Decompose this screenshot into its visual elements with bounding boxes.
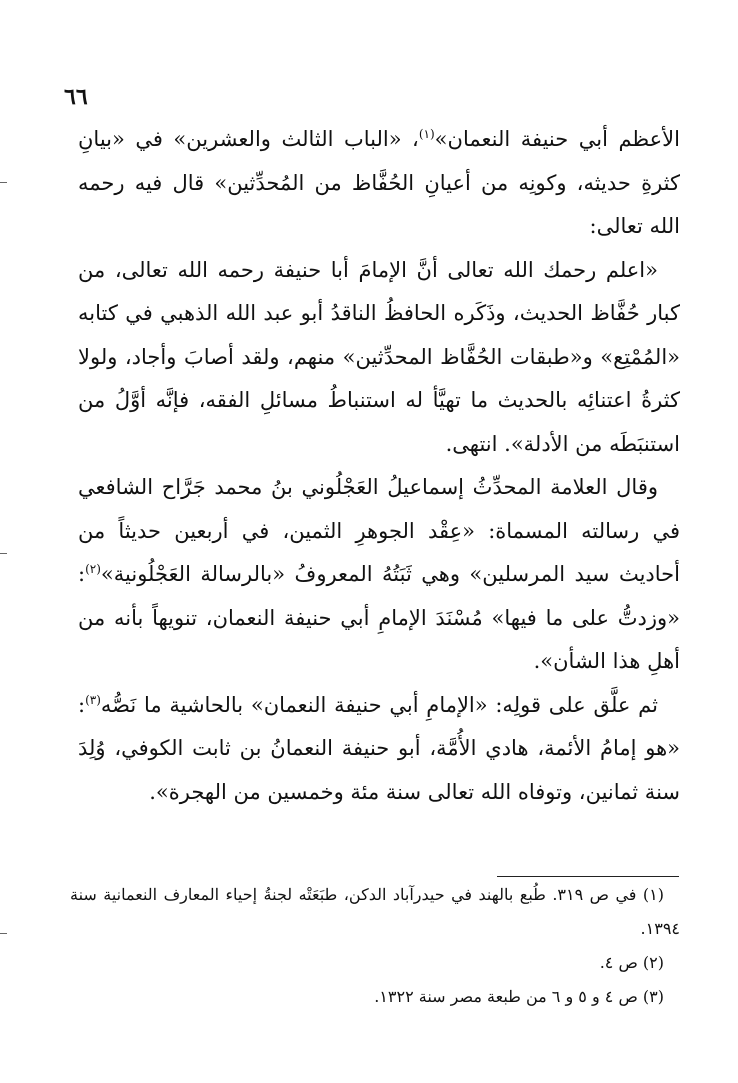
footnote-3: (٣) ص ٤ و ٥ و ٦ من طبعة مصر سنة ١٣٢٢. (374, 987, 664, 1006)
margin-mark (0, 553, 7, 554)
footnote-ref-2: (٢) (85, 562, 101, 576)
footnote-ref-1: (١) (418, 127, 435, 141)
page-number: ٦٦ (64, 84, 88, 110)
paragraph-1-text-a: الأعظم أبي حنيفة النعمان» (434, 127, 680, 151)
paragraph-1-text-b: ، «الباب الثالث والعشرين» في «بيانِ كثرةِ حديثه، وكونِه من أعيانِ الحُفَّاظ من المُحدِّثين» قال فيه رحمه الله تعالى: (78, 127, 680, 238)
paragraph-4-text-a: ثم علَّق على قولِه: «الإمامِ أبي حنيفة النعمان» بالحاشية ما نَصُّه (100, 692, 658, 717)
paragraph-1 (78, 118, 680, 249)
margin-mark (0, 182, 7, 183)
paragraph-2-text: «اعلم رحمك الله تعالى أنَّ الإمامَ أبا حنيفة رحمه الله تعالى، من كبار حُفَّاظ الحديث، وذَكَره الحافظُ الناقدُ أبو عبد الله الذهبي في كتابه «المُمْتِع» و«طبقات الحُفَّاظ المحدِّثين» منهم، ولقد أصابَ وأجاد، ولولا كثرةُ اعتنائِه بالحديث ما تهيَّأ له استنباطُ مسائلِ الفقه، فإنَّه أوَّلُ من استنبَطَه من الأدلة». انتهى. (78, 257, 680, 456)
main-text (78, 118, 680, 814)
paragraph-3-text-a: وقال العلامة المحدِّثُ إسماعيلُ العَجْلُوني بنُ محمد جَرَّاح الشافعي في رسالته المسماة: «عِقْد الجوهرِ الثمين، في أربعين حديثاً من أحاديث سيد المرسلين» وهي ثَبَتُهُ المعروفُ «بالرسالة العَجْلُونية» (78, 475, 680, 586)
paragraph-4 (78, 684, 680, 815)
footnotes (70, 878, 680, 1014)
paragraph-3 (78, 466, 680, 684)
footnote-ref-3: (٣) (85, 692, 101, 707)
footnote-1: (١) في ص ٣١٩. طُبع بالهند في حيدرآباد الدكن، طبَعَتْه لجنةُ إحياء المعارف النعمانية سنة ١٣٩٤. (70, 885, 680, 938)
footnote-separator (497, 876, 679, 877)
paragraph-2 (78, 249, 680, 467)
margin-mark (0, 933, 7, 934)
paragraph-3-text-b: : «وزدتُّ على ما فيها» مُسْنَدَ الإمامِ أبي حنيفة النعمان، تنويهاً بأنه من أهلِ هذا الشأن». (78, 562, 680, 673)
footnote-2: (٢) ص ٤. (599, 953, 664, 972)
paragraph-4-text-b: : «هو إمامُ الأئمة، هادي الأُمَّة، أبو حنيفة النعمانُ بن ثابت الكوفي، وُلِدَ سنة ثمانين، وتوفاه الله تعالى سنة مئة وخمسين من الهجرة». (78, 692, 680, 804)
